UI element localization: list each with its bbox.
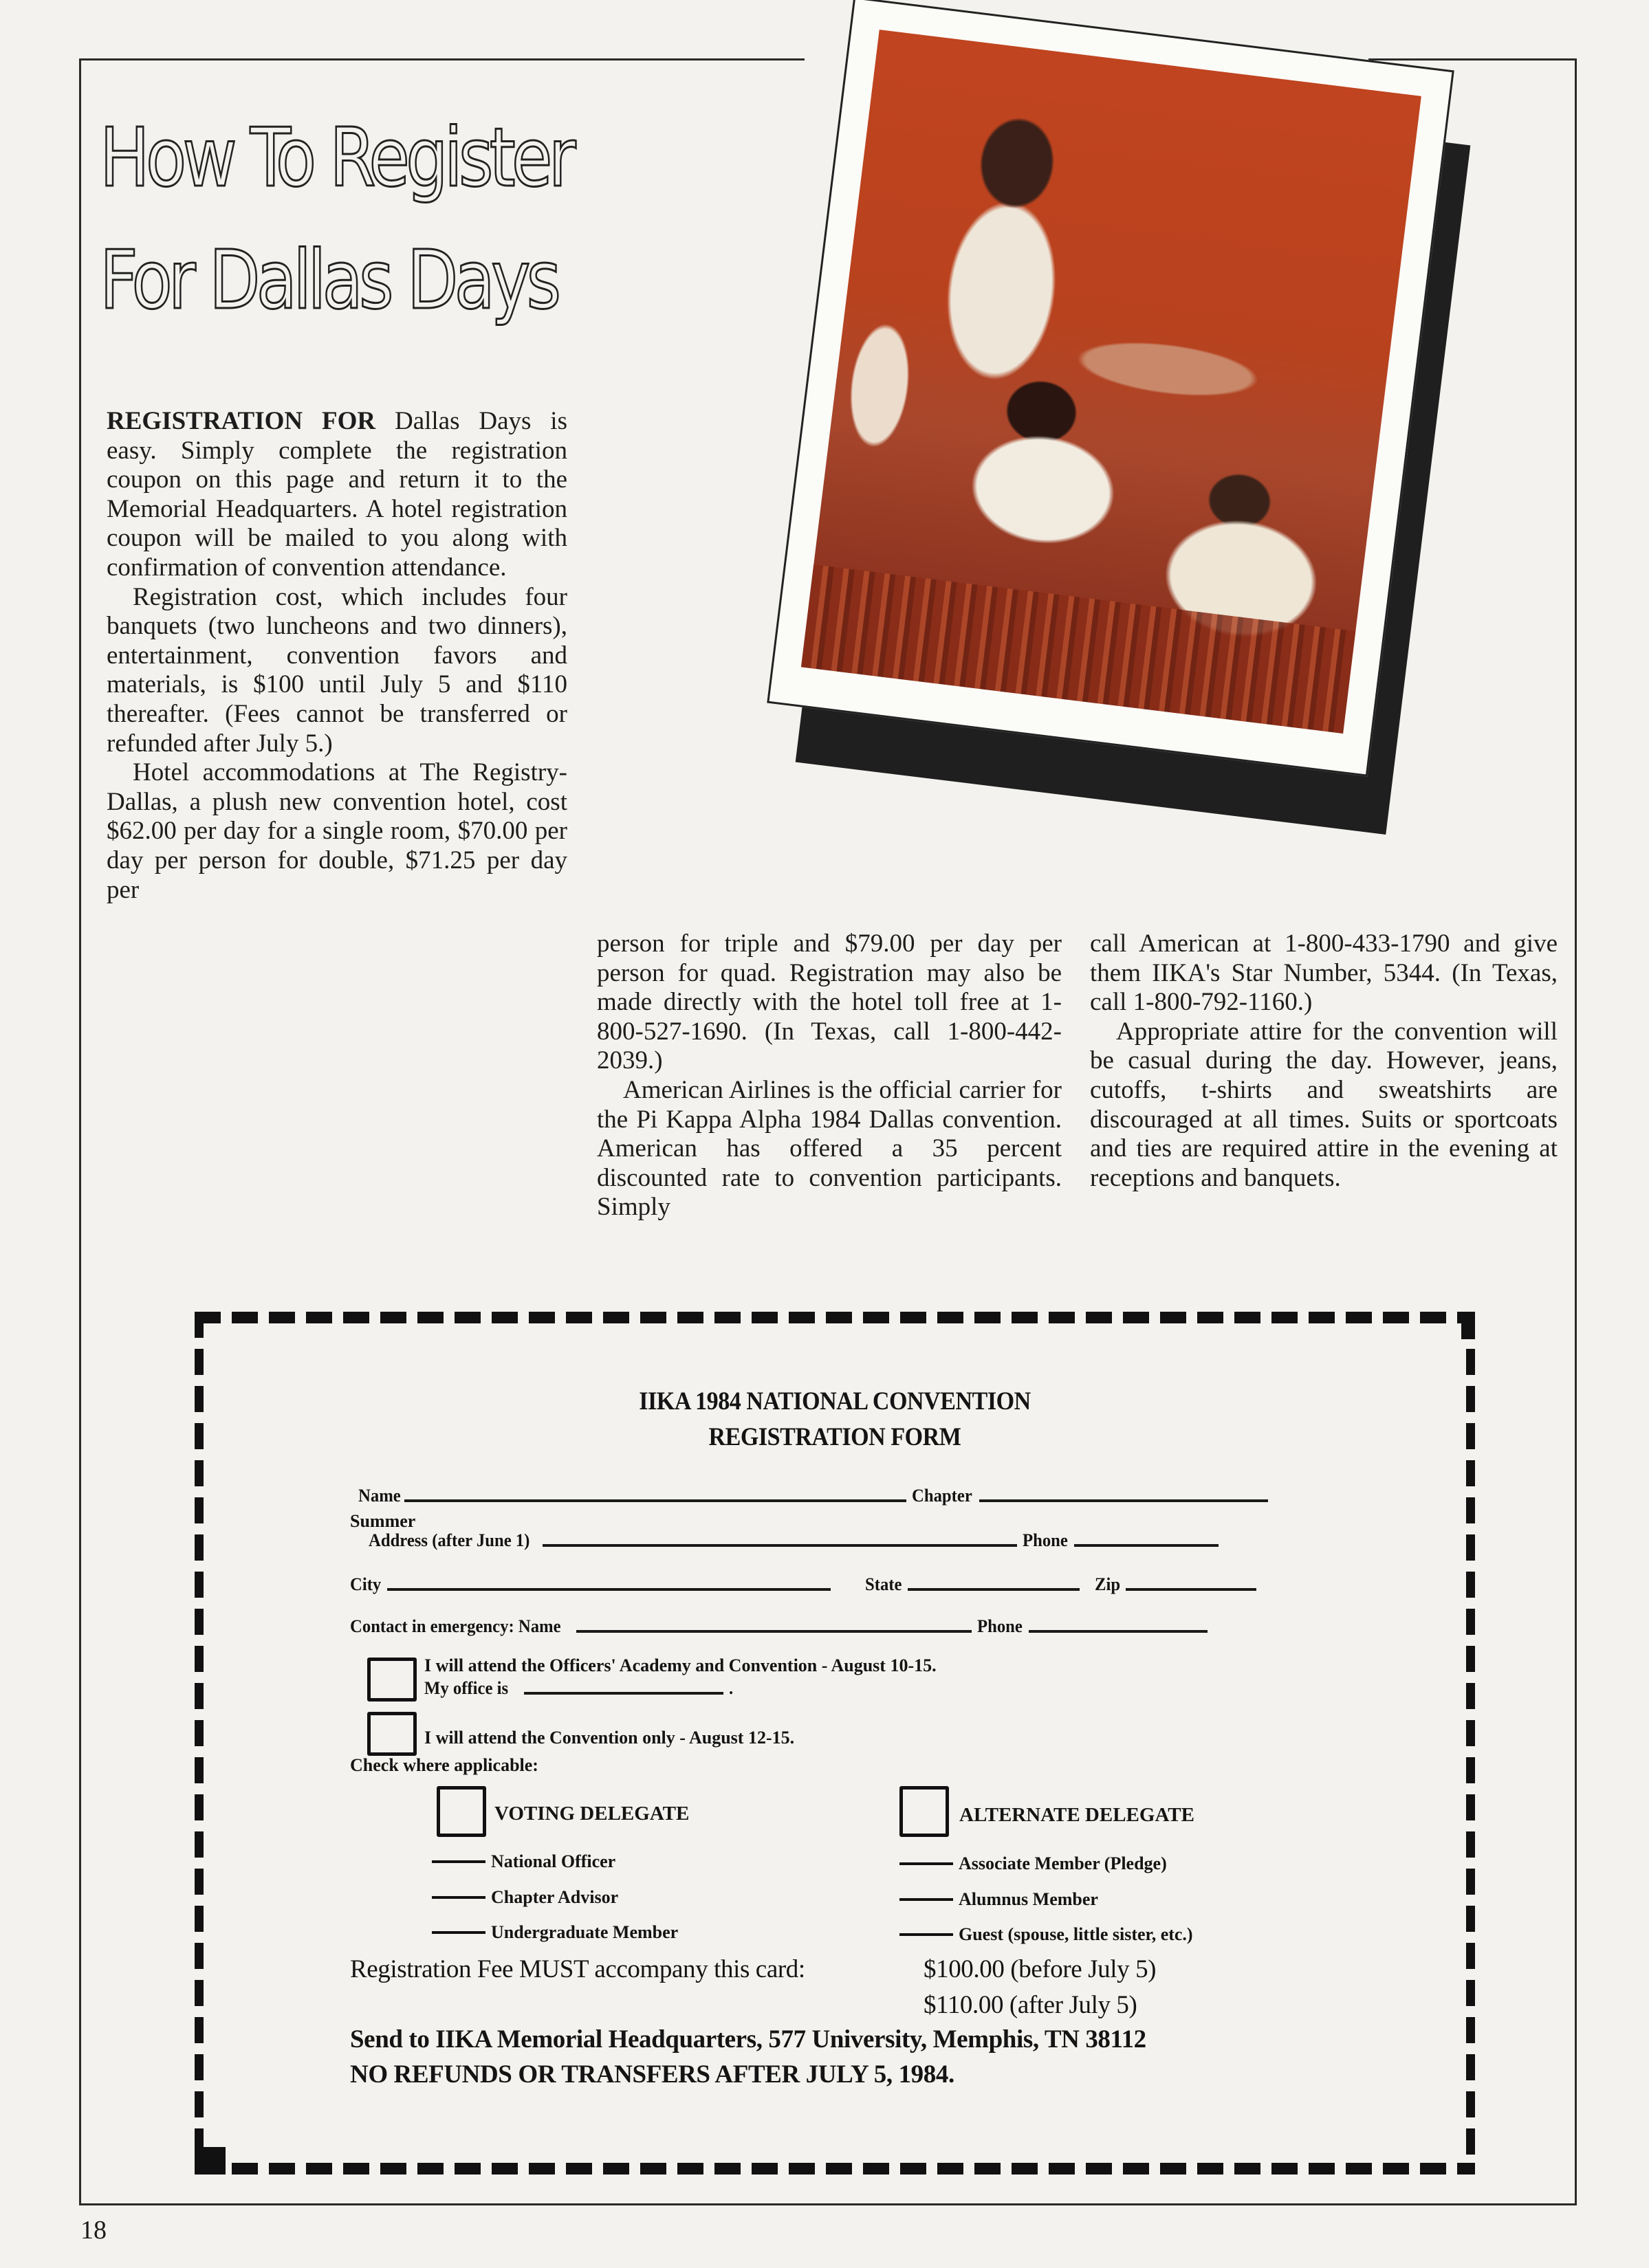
send-to-address: Send to IIKA Memorial Headquarters, 577 University, Memphis, TN 38112 — [350, 2025, 1146, 2054]
fee-before: $100.00 (before July 5) — [924, 1955, 1157, 1983]
registration-coupon — [195, 1312, 1475, 2175]
officers-academy-label: I will attend the Officers' Academy and Convention - August 10-15. — [424, 1655, 937, 1675]
member-blank[interactable] — [432, 1860, 485, 1863]
member-blank[interactable] — [432, 1931, 485, 1934]
title-line-2: For Dallas Days — [100, 232, 558, 327]
name-label: Name — [358, 1486, 401, 1506]
chapter-field[interactable] — [979, 1499, 1268, 1502]
check-applicable-label: Check where applicable: — [350, 1755, 538, 1775]
summer-label: Summer — [350, 1511, 416, 1531]
emergency-name-field[interactable] — [576, 1630, 972, 1633]
member-option-label: Associate Member (Pledge) — [959, 1853, 1167, 1873]
paragraph-text: Dallas Days is easy. Simply complete the registration coupon on this page and return it to the Memorial Headquarters. A hotel registration coupon will be mailed to you along with confirmation of convention attendance. — [107, 407, 567, 582]
paragraph: call American at 1-800-433-1790 and give them IIKA's Star Number, 5344. (In Texas, call 1-800-792-1160.) — [1090, 929, 1558, 1017]
zip-label: Zip — [1095, 1574, 1121, 1594]
page-title — [100, 96, 572, 341]
emergency-phone-label: Phone — [976, 1616, 1023, 1636]
paragraph: Registration cost, which includes four banquets (two luncheons and two dinners), entertainment, convention favors and materials, is $100 until July 5 and $110 thereafter. (Fees cannot be transferred or refunded after July 5.) — [107, 582, 567, 758]
form-subtitle: REGISTRATION FORM — [708, 1423, 961, 1451]
member-blank[interactable] — [432, 1896, 485, 1899]
emergency-name-label: Contact in emergency: Name — [350, 1616, 561, 1636]
voting-delegate-checkbox[interactable] — [437, 1786, 486, 1837]
office-period: . — [728, 1678, 733, 1698]
member-option-label: Undergraduate Member — [491, 1922, 679, 1942]
address-field[interactable] — [543, 1544, 1017, 1547]
fee-after: $110.00 (after July 5) — [924, 1991, 1137, 2019]
zip-field[interactable] — [1126, 1588, 1256, 1591]
convention-only-checkbox[interactable] — [367, 1712, 417, 1756]
member-option[interactable] — [899, 1889, 1098, 1910]
form-title: IIKA 1984 NATIONAL CONVENTION — [639, 1387, 1031, 1416]
member-option[interactable] — [899, 1924, 1193, 1945]
member-option[interactable] — [432, 1922, 678, 1943]
no-refunds-notice: NO REFUNDS OR TRANSFERS AFTER JULY 5, 1984. — [350, 2060, 954, 2089]
member-blank[interactable] — [899, 1933, 953, 1936]
fee-label: Registration Fee MUST accompany this card: — [350, 1955, 805, 1983]
illustration-card — [767, 0, 1454, 777]
emergency-phone-field[interactable] — [1029, 1630, 1208, 1633]
office-field[interactable] — [524, 1692, 723, 1695]
city-label: City — [350, 1574, 382, 1594]
phone-field[interactable] — [1074, 1544, 1219, 1547]
paragraph: person for triple and $79.00 per day per person for quad. Registration may also be made directly with the hotel toll free at 1-800-527-1690. (In Texas, call 1-800-442-2039.) — [597, 929, 1062, 1075]
emergency-row — [350, 1616, 1213, 1637]
page-number: 18 — [80, 2216, 107, 2245]
member-option[interactable] — [432, 1887, 618, 1908]
officers-academy-checkbox[interactable] — [367, 1658, 417, 1702]
convention-only-label: I will attend the Convention only - August 12-15. — [424, 1728, 795, 1748]
registration-form — [195, 1312, 1475, 2175]
member-blank[interactable] — [899, 1898, 953, 1901]
member-option-label: Chapter Advisor — [491, 1887, 619, 1907]
member-option[interactable] — [899, 1853, 1167, 1874]
office-label: My office is — [424, 1678, 509, 1698]
member-blank[interactable] — [899, 1862, 953, 1865]
phone-label: Phone — [1022, 1530, 1068, 1550]
office-row — [424, 1678, 733, 1699]
name-field[interactable] — [404, 1499, 906, 1502]
city-row — [350, 1574, 1262, 1595]
address-row — [369, 1530, 1224, 1551]
alternate-delegate-checkbox[interactable] — [899, 1786, 949, 1837]
state-field[interactable] — [908, 1588, 1080, 1591]
article-column-3 — [1090, 929, 1558, 1193]
city-field[interactable] — [387, 1588, 831, 1591]
paragraph: American Airlines is the official carrier for the Pi Kappa Alpha 1984 Dallas convention. American has offered a 35 percent discounted rate to convention participants. Simply — [597, 1075, 1062, 1222]
member-option-label: Guest (spouse, little sister, etc.) — [959, 1924, 1193, 1944]
chapter-label: Chapter — [911, 1486, 972, 1506]
name-row — [358, 1486, 1274, 1506]
article-column-1 — [107, 407, 567, 905]
title-line-1: How To Register — [100, 110, 572, 205]
member-option-label: National Officer — [491, 1851, 616, 1871]
lead-in: REGISTRATION FOR — [107, 407, 376, 435]
convention-painting — [801, 30, 1421, 734]
paragraph: Appropriate attire for the convention will be casual during the day. However, jeans, cutoffs, t-shirts and sweatshirts are discouraged at all times. Suits or sportcoats and ties are required attire in the evening at receptions and banquets. — [1090, 1017, 1558, 1192]
voting-delegate-label: VOTING DELEGATE — [494, 1803, 690, 1825]
state-label: State — [864, 1574, 902, 1594]
address-label: Address (after June 1) — [369, 1530, 530, 1550]
article-column-2 — [597, 929, 1062, 1222]
paragraph: Hotel accommodations at The Registry-Dallas, a plush new convention hotel, cost $62.00 per day for a single room, $70.00 per day per person for double, $71.25 per day per — [107, 758, 567, 904]
painting-tablecloth — [801, 564, 1355, 734]
member-option-label: Alumnus Member — [959, 1889, 1098, 1909]
member-option[interactable] — [432, 1851, 615, 1872]
paragraph — [107, 407, 567, 583]
alternate-delegate-label: ALTERNATE DELEGATE — [959, 1804, 1194, 1826]
